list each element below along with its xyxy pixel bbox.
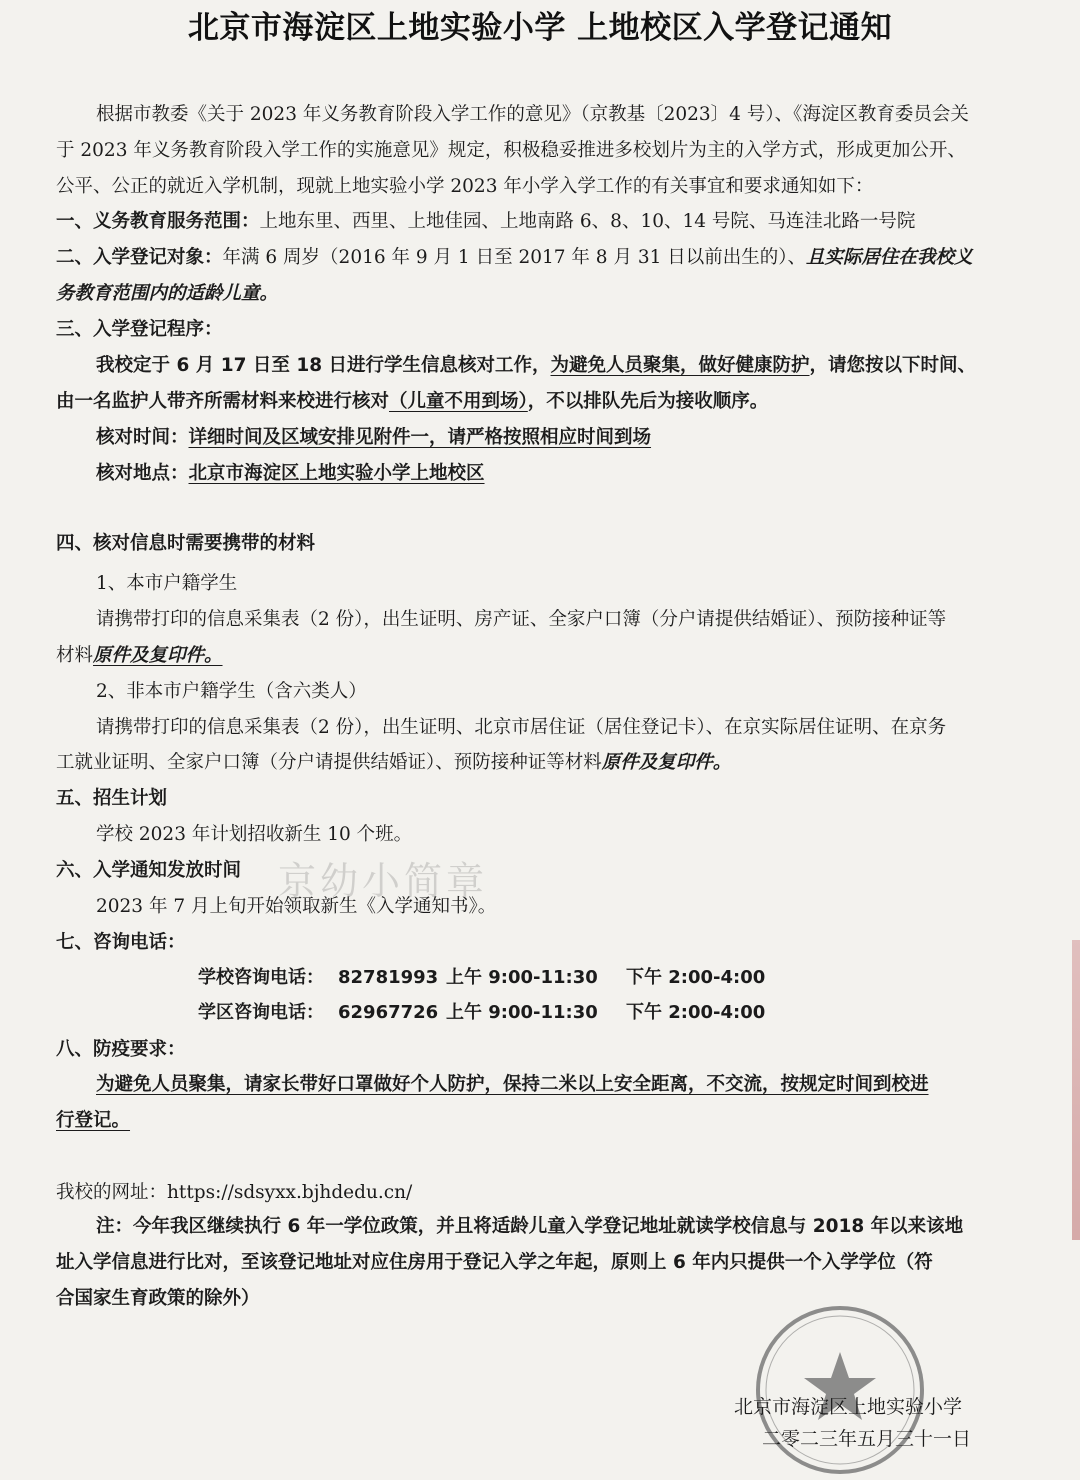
section-1-text: 上地东里、西里、上地佳园、上地南路 6、8、10、14 号院、马连洼北路一号院 xyxy=(259,211,916,232)
phone-am-hours: 上午 9:00-11:30 xyxy=(446,1002,598,1023)
section-3-underline-b: （儿童不用到场） xyxy=(389,391,528,412)
section-5-heading: 五、招生计划 xyxy=(56,788,168,809)
section-2-emphasis-2: 务教育范围内的适龄儿童。 xyxy=(56,283,279,304)
section-4-sub-2-line-2 xyxy=(56,750,731,776)
watermark: 京幼小简章 xyxy=(278,859,489,903)
section-3-heading: 三、入学登记程序： xyxy=(56,319,223,340)
section-4-sub-2-text: 工就业证明、全家户口簿（分户请提供结婚证）、预防接种证等材料 xyxy=(56,752,602,773)
section-2-heading: 二、入学登记对象： xyxy=(56,247,223,268)
section-3-text-a: 我校定于 6 月 17 日至 18 日进行学生信息核对工作， xyxy=(96,355,551,376)
check-place-label: 核对地点： xyxy=(96,463,189,484)
section-4-sub-1-line-2 xyxy=(56,643,223,669)
intro-line-2: 于 2023 年义务教育阶段入学工作的实施意见》规定，积极稳妥推进多校划片为主的入学方式，形成更加公开、 xyxy=(56,140,966,161)
section-4-sub-1: 1、本市户籍学生 xyxy=(96,573,238,594)
section-7-heading: 七、咨询电话： xyxy=(56,932,186,953)
phone-number: 62967726 xyxy=(338,1002,439,1023)
section-3-text-b: ，请您按以下时间、 xyxy=(809,355,977,376)
phone-pm-hours: 下午 2:00-4:00 xyxy=(626,967,766,988)
check-place xyxy=(96,461,485,487)
section-3-line-1 xyxy=(96,353,976,379)
website-line: 我校的网址：https://sdsyxx.bjhdedu.cn/ xyxy=(56,1182,413,1203)
intro-line-1: 根据市教委《关于 2023 年义务教育阶段入学工作的意见》（京教基〔2023〕4 号）、《海淀区教育委员会关 xyxy=(96,104,969,125)
section-3-line-2 xyxy=(56,389,768,415)
phone-am-hours: 上午 9:00-11:30 xyxy=(446,967,598,988)
section-3-text-d: ，不以排队先后为接收顺序。 xyxy=(527,391,769,412)
section-4-sub-1-line-1: 请携带打印的信息采集表（2 份），出生证明、房产证、全家户口簿（分户请提供结婚证）、预防接种证等 xyxy=(96,609,947,630)
signature-school: 北京市海淀区上地实验小学 xyxy=(734,1396,963,1418)
originals-copies-1: 原件及复印件。 xyxy=(93,645,223,666)
section-4-sub-2: 2、非本市户籍学生（含六类人） xyxy=(96,681,367,702)
section-3-underline-a: 为避免人员聚集，做好健康防护 xyxy=(550,355,810,376)
phone-pm-hours: 下午 2:00-4:00 xyxy=(626,1002,766,1023)
originals-copies-2: 原件及复印件。 xyxy=(601,752,732,773)
page-edge-strip xyxy=(1072,940,1080,1240)
check-place-value: 北京市海淀区上地实验小学上地校区 xyxy=(188,463,485,484)
section-8-line-1: 为避免人员聚集，请家长带好口罩做好个人防护，保持二米以上安全距离，不交流，按规定时间到校进 xyxy=(96,1074,929,1095)
school-seal xyxy=(750,1300,930,1480)
intro-line-3: 公平、公正的就近入学机制，现就上地实验小学 2023 年小学入学工作的有关事宜和要求通知如下： xyxy=(56,176,874,197)
section-5-text: 学校 2023 年计划招收新生 10 个班。 xyxy=(96,824,413,845)
section-6-text: 2023 年 7 月上旬开始领取新生《入学通知书》。 xyxy=(96,896,497,917)
section-2-emphasis-1: 且实际居住在我校义 xyxy=(806,247,973,268)
section-4-sub-2-line-1: 请携带打印的信息采集表（2 份），出生证明、北京市居住证（居住登记卡）、在京实际居住证明、在京务 xyxy=(96,717,947,738)
section-2-line-1 xyxy=(56,245,973,271)
phone-row xyxy=(198,965,765,991)
section-6-heading: 六、入学通知发放时间 xyxy=(56,860,242,881)
section-2-line-2 xyxy=(56,281,278,307)
check-time xyxy=(96,425,651,451)
page-title: 北京市海淀区上地实验小学 上地校区入学登记通知 xyxy=(187,10,893,46)
section-2-text: 年满 6 周岁（2016 年 9 月 1 日至 2017 年 8 月 31 日以前出生的）、 xyxy=(222,247,806,268)
phone-label: 学校咨询电话： xyxy=(198,967,324,988)
note-line-1: 注：今年我区继续执行 6 年一学位政策，并且将适龄儿童入学登记地址就读学校信息与 2018 年以来该地 xyxy=(96,1216,964,1237)
note-line-3: 合国家生育政策的除外） xyxy=(56,1288,260,1309)
section-4-heading: 四、核对信息时需要携带的材料 xyxy=(56,533,316,554)
phone-label: 学区咨询电话： xyxy=(198,1002,324,1023)
check-time-value: 详细时间及区域安排见附件一，请严格按照相应时间到场 xyxy=(188,427,652,448)
section-1-heading: 一、义务教育服务范围： xyxy=(56,211,260,232)
section-1 xyxy=(56,209,915,235)
section-8-heading: 八、防疫要求： xyxy=(56,1039,186,1060)
note-line-2: 址入学信息进行比对，至该登记地址对应住房用于登记入学之年起，原则上 6 年内只提供一个入学学位（符 xyxy=(56,1252,933,1273)
materials-label: 材料 xyxy=(56,645,94,666)
section-3-text-c: 由一名监护人带齐所需材料来校进行核对 xyxy=(56,391,390,412)
signature-date: 二零二三年五月三十一日 xyxy=(762,1428,972,1450)
phone-number: 82781993 xyxy=(338,967,439,988)
section-8-line-2: 行登记。 xyxy=(56,1110,131,1131)
phone-row xyxy=(198,1000,765,1026)
check-time-label: 核对时间： xyxy=(96,427,189,448)
